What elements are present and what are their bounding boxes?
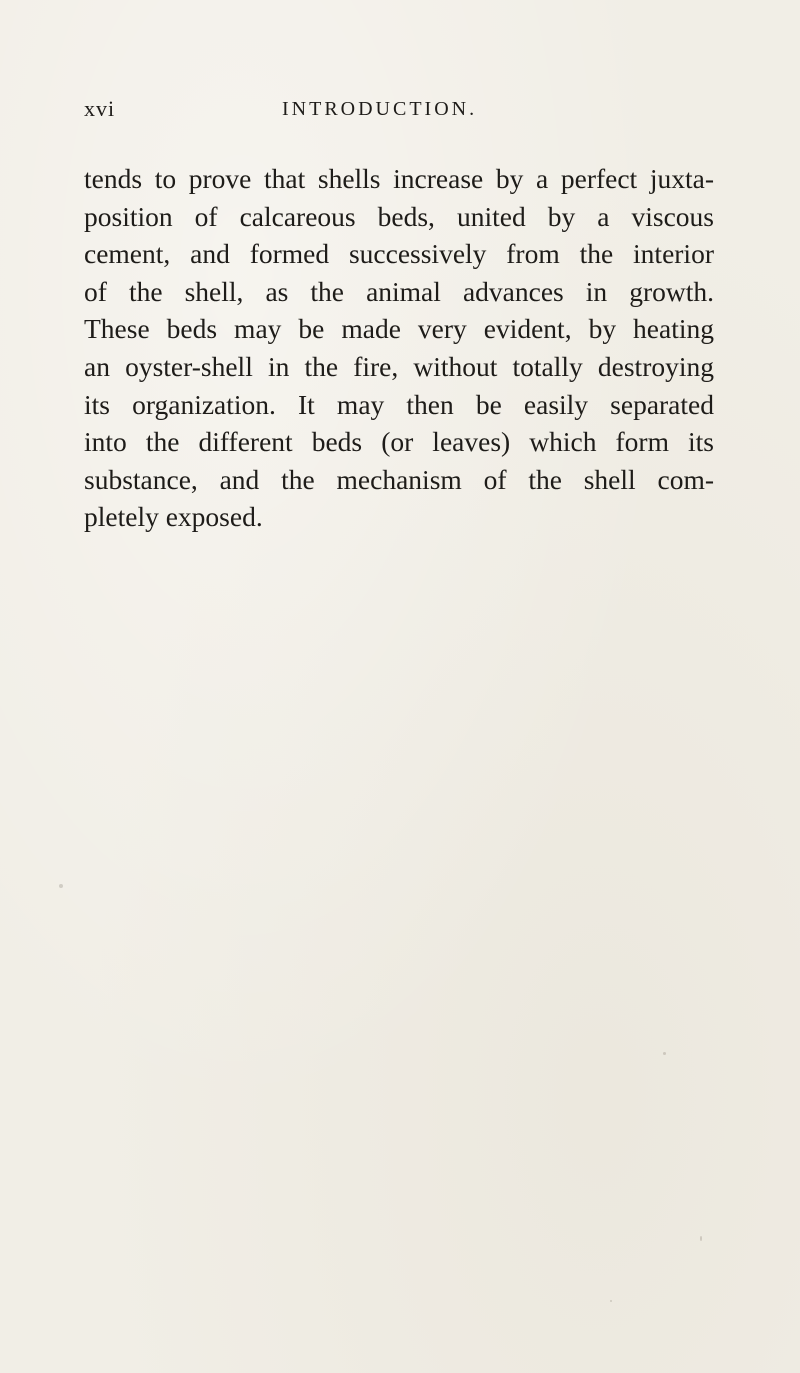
text-line: tends to prove that shells increase by a perfect juxta- [84,163,714,194]
text-line: cement, and formed successively from the interior [84,238,714,270]
paper-speck [610,1300,612,1302]
text-line: an oyster-shell in the fire, without totally destroying [84,350,714,382]
text-line: its organization. It may then be easily separated [84,388,714,420]
page-number: xvi [84,96,116,121]
text-line: position of calcareous beds, united by a viscous [84,200,714,232]
paper-speck [663,1052,666,1055]
text-line: of the shell, as the animal advances in growth. [84,275,714,307]
text-line: into the different beds (or leaves) which form its [84,426,714,458]
body-paragraph [84,160,714,536]
paper-speck [59,884,63,888]
running-head: INTRODUCTION. [282,98,478,120]
page-header [84,96,714,130]
text-line: These beds may be made very evident, by heating [84,313,714,345]
text-line: substance, and the mechanism of the shell com- [84,463,714,495]
text-line: pletely exposed. [84,501,263,533]
paper-speck [700,1236,702,1241]
